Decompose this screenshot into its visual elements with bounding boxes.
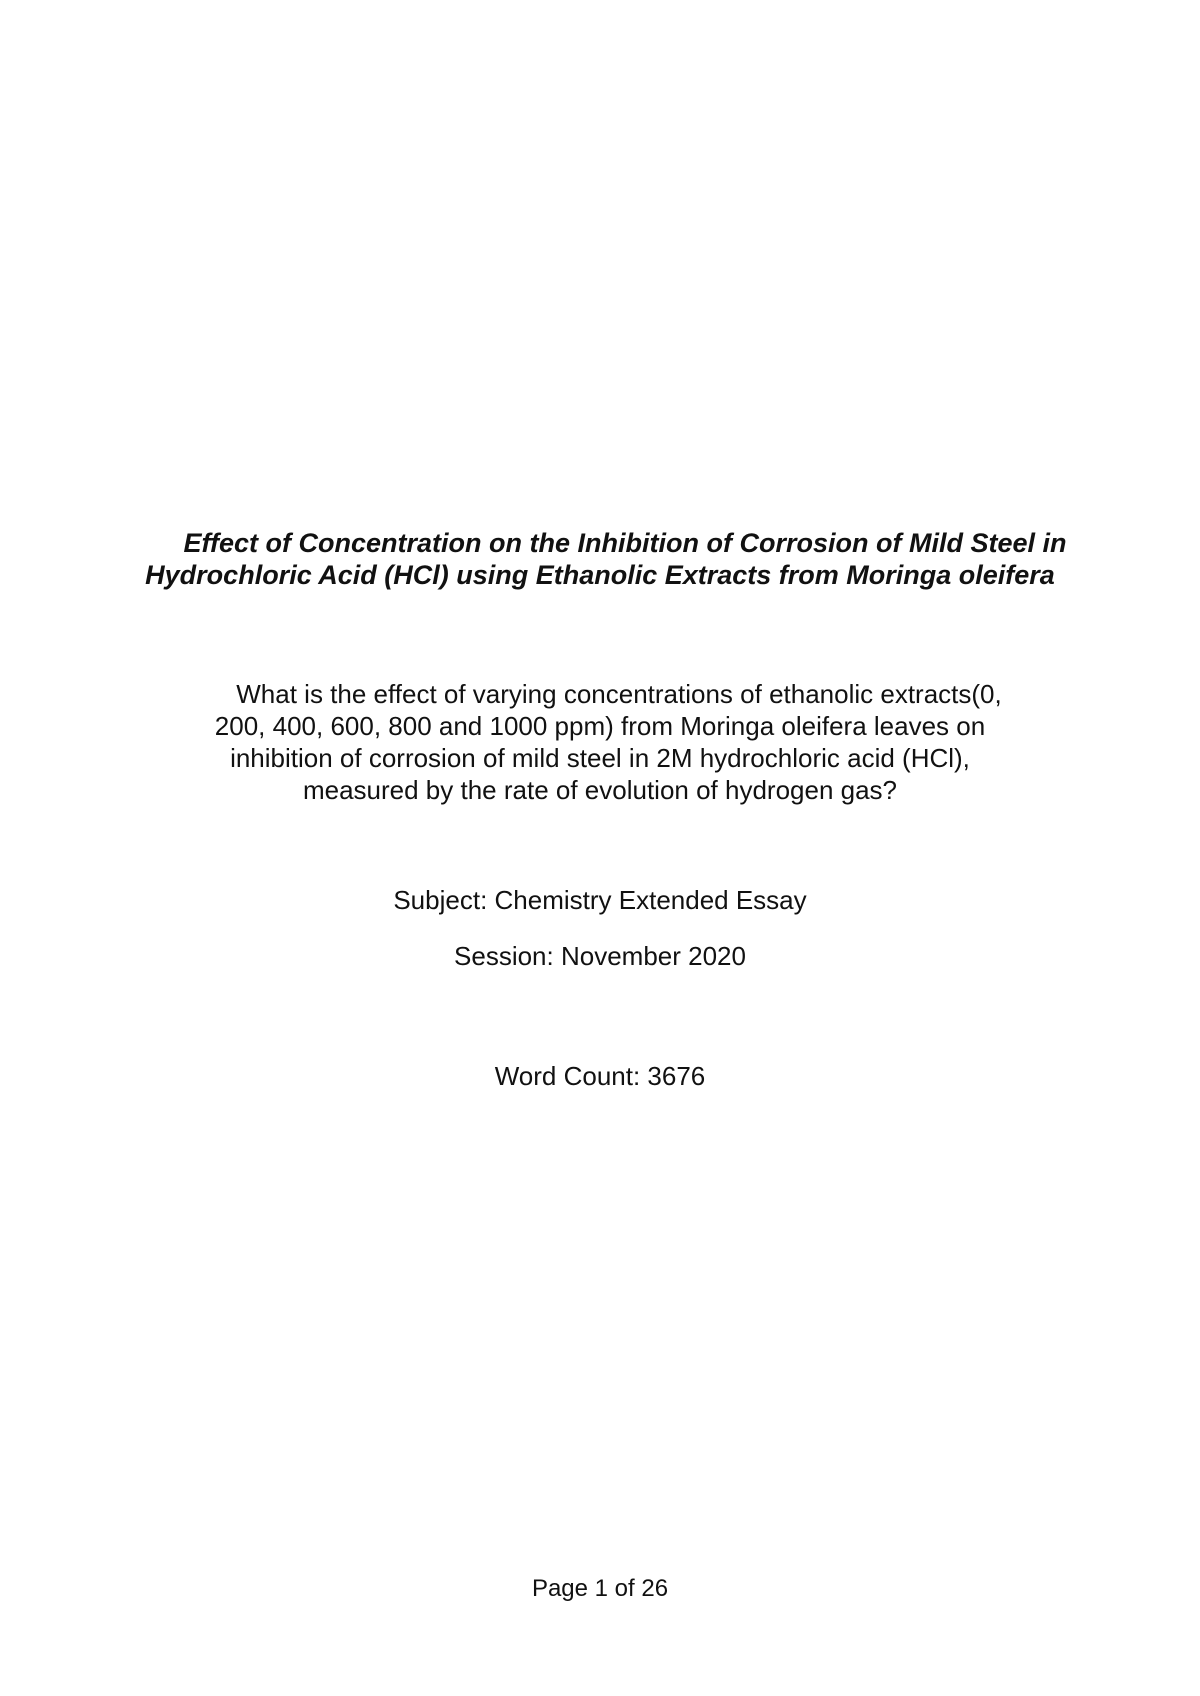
- essay-title-line-2: Hydrochloric Acid (HCl) using Ethanolic Extracts from Moringa oleifera: [145, 560, 1055, 590]
- research-question-line-4: measured by the rate of evolution of hydrogen gas?: [302, 775, 898, 805]
- word-count: Word Count: 3676: [494, 1061, 706, 1091]
- page-number: Page 1 of 26: [531, 1575, 669, 1602]
- research-question: [0, 678, 1200, 806]
- session-line: Session: November 2020: [454, 941, 746, 971]
- research-question-line-2: 200, 400, 600, 800 and 1000 ppm) from Moringa oleifera leaves on: [214, 711, 986, 741]
- essay-title: [0, 527, 1200, 591]
- subject-line: Subject: Chemistry Extended Essay: [393, 885, 807, 915]
- research-question-line-1: What is the effect of varying concentrations of ethanolic extracts(0,: [236, 679, 1002, 709]
- essay-title-line-1: Effect of Concentration on the Inhibition of Corrosion of Mild Steel in: [183, 528, 1067, 558]
- research-question-line-3: inhibition of corrosion of mild steel in 2M hydrochloric acid (HCl),: [230, 743, 970, 773]
